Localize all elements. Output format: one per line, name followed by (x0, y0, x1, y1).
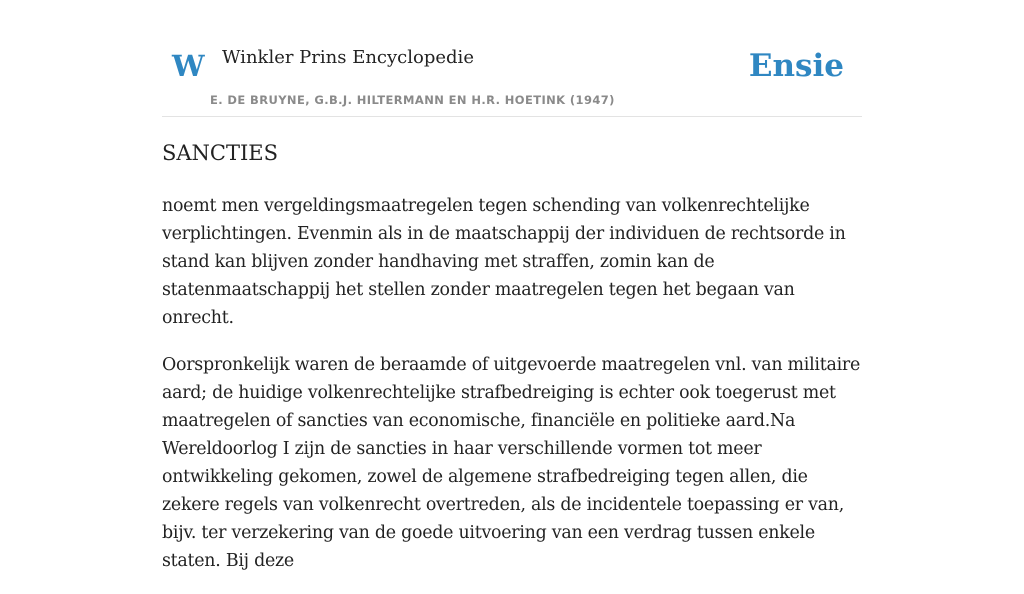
header (162, 0, 862, 117)
publication-title[interactable]: Winkler Prins Encyclopedie (222, 47, 474, 68)
article-body (162, 192, 862, 594)
article-title: SANCTIES (162, 141, 279, 165)
article-paragraph: noemt men vergeldingsmaatregelen tegen schending van volkenrechtelijke verplichtingen. Evenmin als in de maatschappij der individuen de rechtsorde in stand kan blijven zonder handhaving met straffen, zomin kan de statenmaatschappij het stellen zonder maatregelen tegen het begaan van onrecht. (162, 196, 846, 328)
winkler-prins-logo[interactable]: W (172, 49, 205, 83)
ensie-logo-link[interactable]: Ensie (748, 48, 844, 84)
page (162, 0, 862, 571)
publication-authors: E. DE BRUYNE, G.B.J. HILTERMANN EN H.R. HOETINK (1947) (210, 93, 615, 107)
article-paragraph: Oorspronkelijk waren de beraamde of uitgevoerde maatregelen vnl. van militaire aard; de huidige volkenrechtelijke strafbedreiging is echter ook toegerust met maatregelen of sancties van economische, financiële en politieke aard.Na Wereldoorlog I zijn de sancties in haar verschillende vormen tot meer ontwikkeling gekomen, zowel de algemene strafbedreiging tegen allen, die zekere regels van volkenrecht overtreden, als de incidentele toepassing er van, bijv. ter verzekering van de goede uitvoering van een verdrag tussen enkele staten. Bij deze (162, 355, 860, 571)
